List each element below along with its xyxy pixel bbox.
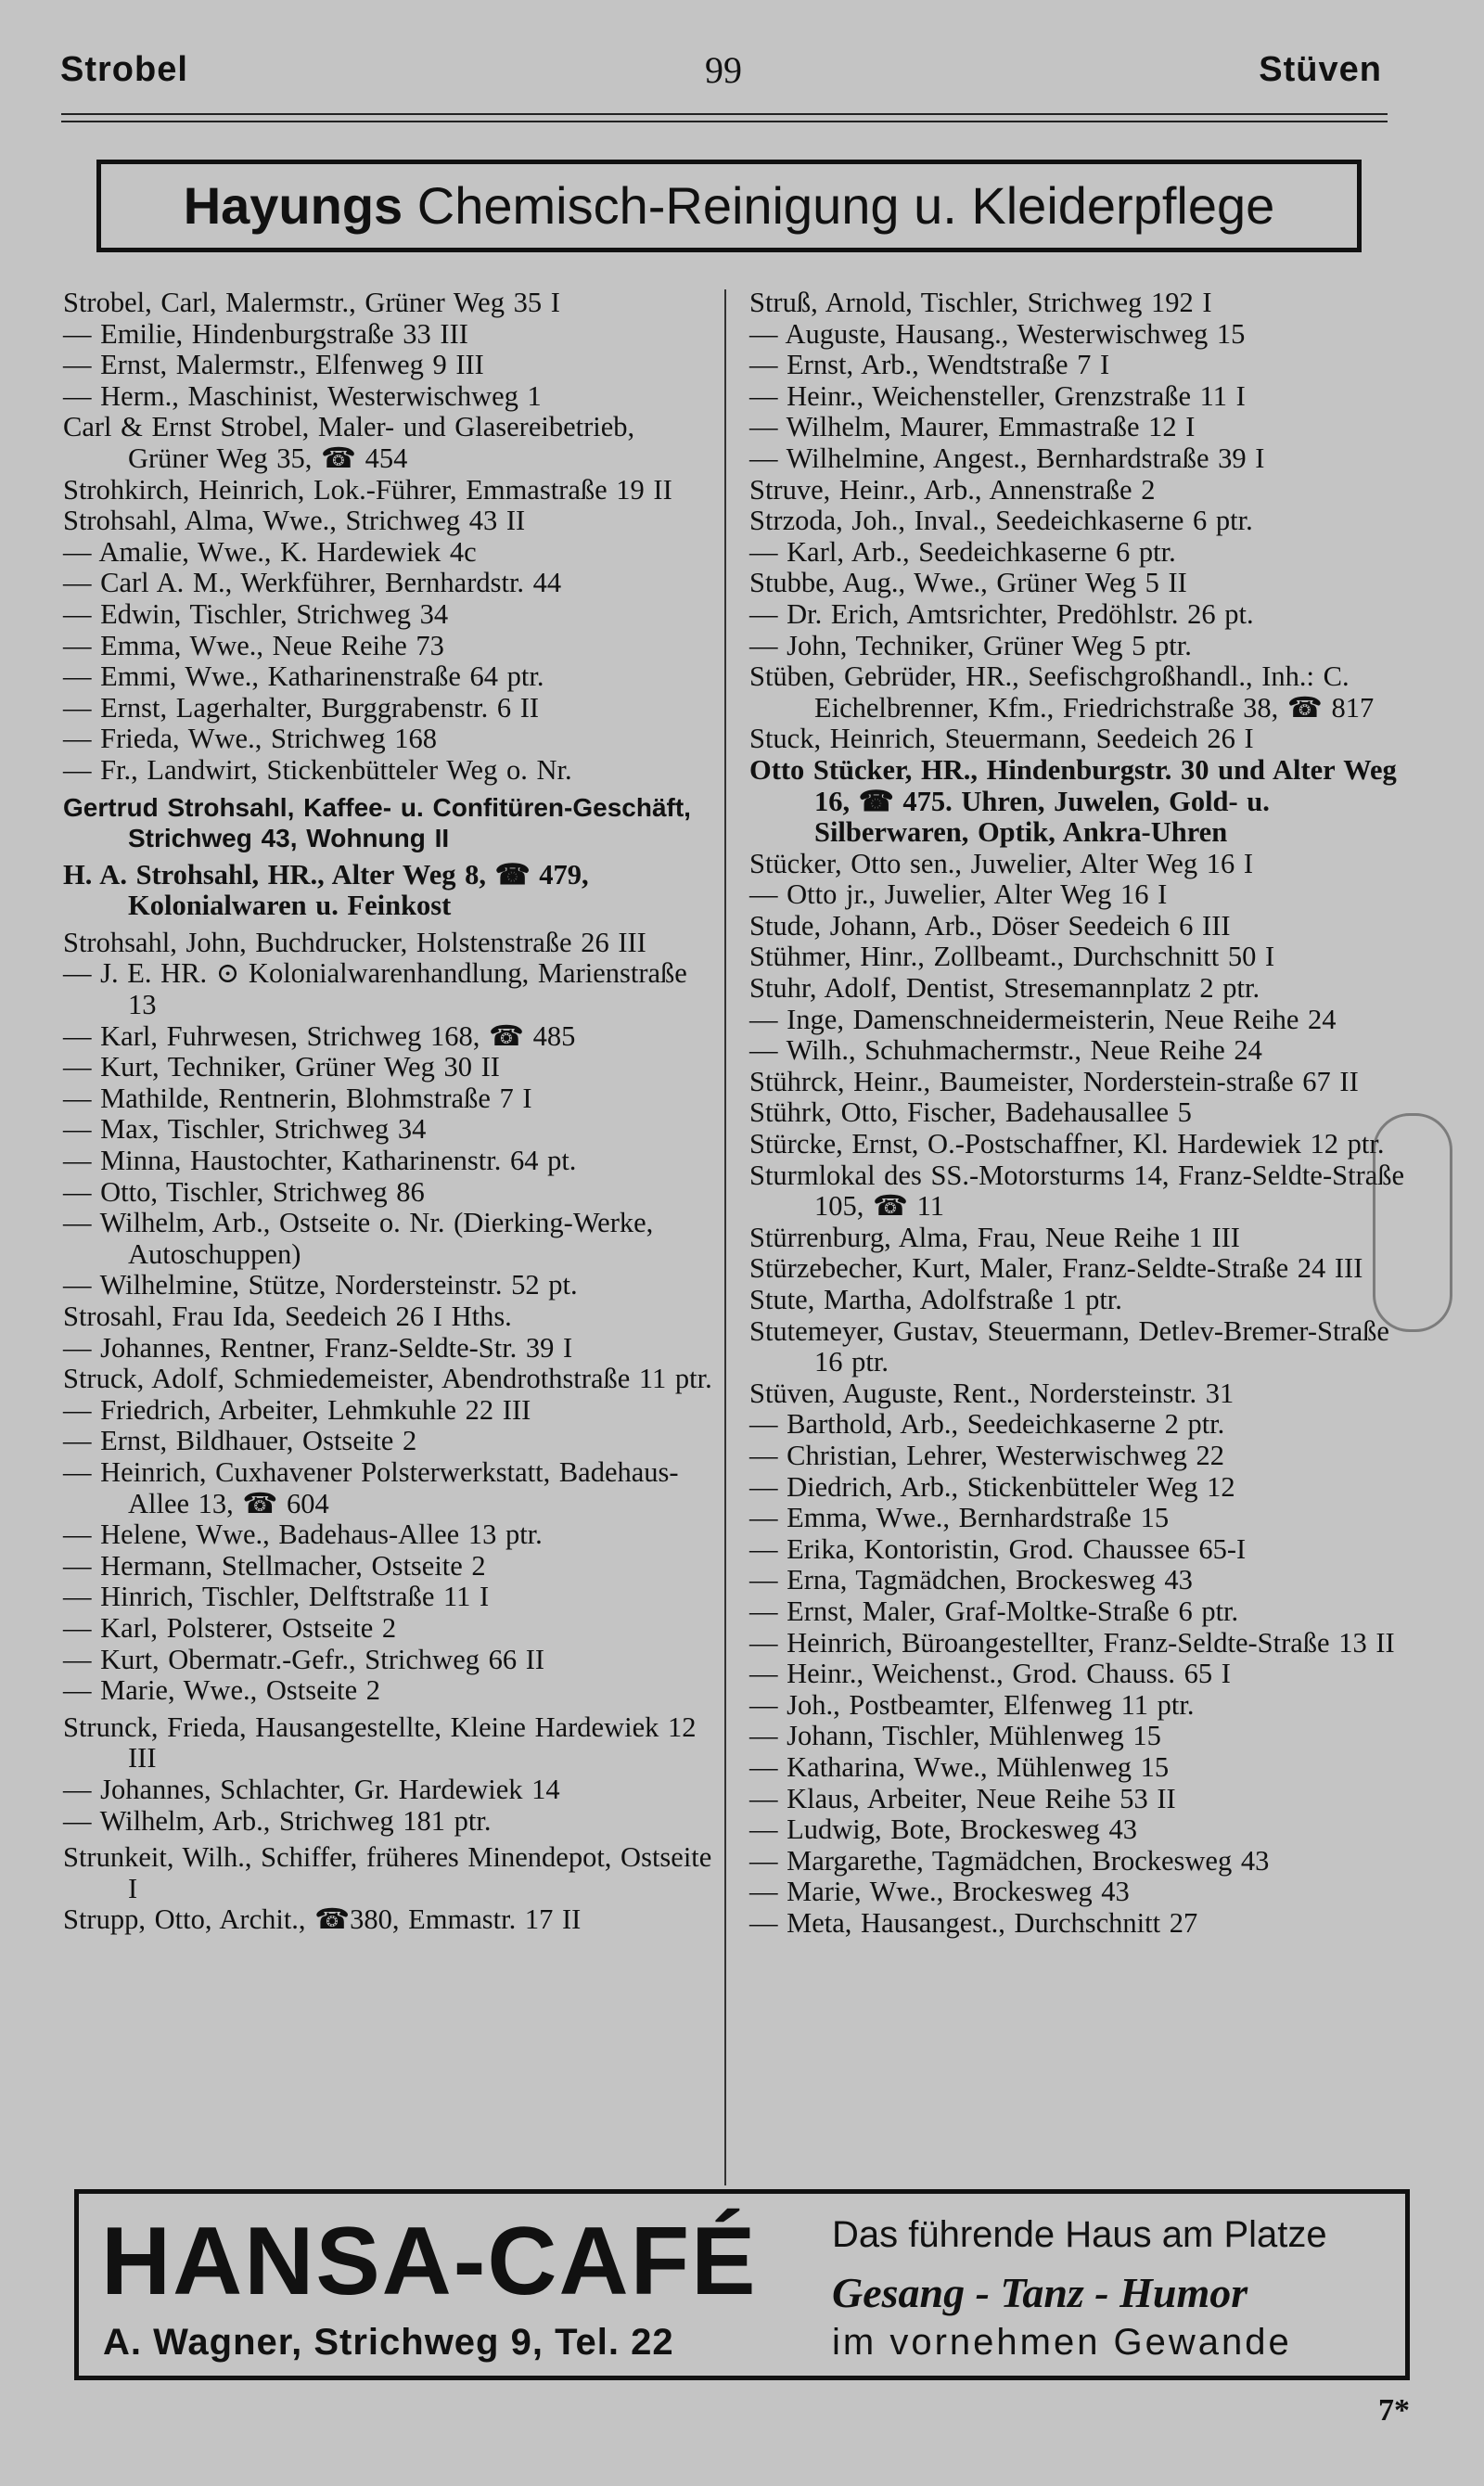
cafe-tagline: im vornehmen Gewande <box>832 2322 1292 2363</box>
list-item: Struck, Adolf, Schmiedemeister, Abendrothstraße 11 ptr. <box>63 1363 712 1395</box>
list-item: — John, Techniker, Grüner Weg 5 ptr. <box>749 629 1192 661</box>
list-item: — Minna, Haustochter, Katharinenstr. 64 pt. <box>63 1145 577 1177</box>
list-item: — Mathilde, Rentnerin, Blohmstraße 7 I <box>63 1082 532 1114</box>
list-item: — Ernst, Malermstr., Elfenweg 9 III <box>63 349 484 381</box>
list-item: Stührck, Heinr., Baumeister, Norderstein-straße 67 II <box>749 1065 1359 1097</box>
hansa-cafe-advert <box>74 2189 1410 2380</box>
list-item: — Christian, Lehrer, Westerwischweg 22 <box>749 1439 1224 1471</box>
list-item: — Diedrich, Arb., Stickenbütteler Weg 12 <box>749 1470 1235 1503</box>
list-item: — Wilhelm, Maurer, Emmastraße 12 I <box>749 411 1196 443</box>
list-item: — Kurt, Techniker, Grüner Weg 30 II <box>63 1051 500 1083</box>
list-item-advert: Gertrud Strohsahl, Kaffee- u. Confitüren-Geschäft, Strichweg 43, Wohnung II <box>63 792 691 853</box>
list-item: — Ernst, Arb., Wendtstraße 7 I <box>749 349 1110 381</box>
list-item: Strohsahl, Alma, Wwe., Strichweg 43 II <box>63 505 526 537</box>
list-item: Strupp, Otto, Archit., ☎380, Emmastr. 17 II <box>63 1903 582 1936</box>
list-item: Carl & Ernst Strobel, Maler- und Glasereibetrieb, Grüner Weg 35, ☎ 454 <box>63 411 635 474</box>
header-last-name: Stüven <box>1259 50 1382 89</box>
list-item: — Meta, Hausangest., Durchschnitt 27 <box>749 1906 1198 1939</box>
list-item: — Hermann, Stellmacher, Ostseite 2 <box>63 1549 486 1582</box>
list-item: Stute, Martha, Adolfstraße 1 ptr. <box>749 1284 1122 1315</box>
list-item: — Helene, Wwe., Badehaus-Allee 13 ptr. <box>63 1519 543 1551</box>
list-item: — Ernst, Lagerhalter, Burggrabenstr. 6 II <box>63 691 540 724</box>
list-item: — Ludwig, Bote, Brockesweg 43 <box>749 1813 1137 1846</box>
cafe-name: HANSA-CAFÉ <box>101 2208 758 2315</box>
list-item: Strohsahl, John, Buchdrucker, Holstenstraße 26 III <box>63 926 646 958</box>
list-item: — Erna, Tagmädchen, Brockesweg 43 <box>749 1564 1193 1596</box>
list-item: Stuhr, Adolf, Dentist, Stresemannplatz 2 ptr. <box>749 972 1260 1005</box>
list-item: — Amalie, Wwe., K. Hardewiek 4c <box>63 535 477 568</box>
list-item: Stürzebecher, Kurt, Maler, Franz-Seldte-Straße 24 III <box>749 1252 1363 1285</box>
right-column <box>749 288 1410 1939</box>
list-item: Stude, Johann, Arb., Döser Seedeich 6 III <box>749 909 1231 942</box>
list-item: — Heinrich, Cuxhavener Polsterwerkstatt, Badehaus-Allee 13, ☎ 604 <box>63 1455 679 1519</box>
list-item: — Wilh., Schuhmachermstr., Neue Reihe 24 <box>749 1034 1262 1067</box>
list-item: — Otto jr., Juwelier, Alter Weg 16 I <box>749 878 1168 911</box>
list-item: — Friedrich, Arbeiter, Lehmkuhle 22 III <box>63 1393 531 1426</box>
list-item: Stuck, Heinrich, Steuermann, Seedeich 26 I <box>749 723 1254 755</box>
running-header <box>56 45 1391 96</box>
list-item: — Johannes, Schlachter, Gr. Hardewiek 14 <box>63 1773 560 1805</box>
list-item: Stüven, Auguste, Rent., Nordersteinstr. 31 <box>749 1377 1235 1409</box>
list-item: Strunck, Frieda, Hausangestellte, Kleine Hardewiek 12 III <box>63 1711 697 1775</box>
cafe-slogan: Das führende Haus am Platze <box>832 2214 1327 2255</box>
list-item: Stürrenburg, Alma, Frau, Neue Reihe 1 III <box>749 1221 1240 1253</box>
list-item: Strosahl, Frau Ida, Seedeich 26 I Hths. <box>63 1301 512 1332</box>
list-item: — Edwin, Tischler, Strichweg 34 <box>63 597 449 630</box>
list-item: — Barthold, Arb., Seedeichkaserne 2 ptr. <box>749 1408 1225 1441</box>
cafe-owner-address: A. Wagner, Strichweg 9, Tel. 22 <box>103 2322 674 2363</box>
list-item: — J. E. HR. ⊙ Kolonialwarenhandlung, Marienstraße 13 <box>63 957 687 1021</box>
list-item-advert: Otto Stücker, HR., Hindenburgstr. 30 und Alter Weg 16, ☎ 475. Uhren, Juwelen, Gold- u. Silberwaren, Optik, Ankra-Uhren <box>749 753 1397 849</box>
list-item: — Karl, Polsterer, Ostseite 2 <box>63 1611 397 1644</box>
list-item: — Johann, Tischler, Mühlenweg 15 <box>749 1720 1161 1752</box>
list-item: — Inge, Damenschneidermeisterin, Neue Reihe 24 <box>749 1003 1337 1035</box>
list-item: — Katharina, Wwe., Mühlenweg 15 <box>749 1750 1170 1783</box>
left-column <box>63 288 712 1936</box>
list-item: — Otto, Tischler, Strichweg 86 <box>63 1175 425 1208</box>
list-item: — Karl, Arb., Seedeichkaserne 6 ptr. <box>749 535 1176 568</box>
list-item: — Emma, Wwe., Neue Reihe 73 <box>63 629 444 661</box>
list-item: — Marie, Wwe., Ostseite 2 <box>63 1674 381 1707</box>
list-item: — Marie, Wwe., Brockesweg 43 <box>749 1876 1130 1908</box>
list-item: — Wilhelmine, Angest., Bernhardstraße 39 I <box>749 442 1265 474</box>
list-item: Stubbe, Aug., Wwe., Grüner Weg 5 II <box>749 567 1187 599</box>
list-item: — Emmi, Wwe., Katharinenstraße 64 ptr. <box>63 660 544 693</box>
list-item: Struve, Heinr., Arb., Annenstraße 2 <box>749 473 1156 506</box>
list-item: — Frieda, Wwe., Strichweg 168 <box>63 723 438 755</box>
list-item: Stührk, Otto, Fischer, Badehausallee 5 <box>749 1096 1192 1129</box>
list-item: — Fr., Landwirt, Stickenbütteler Weg o. Nr. <box>63 753 572 786</box>
list-item-advert: H. A. Strohsahl, HR., Alter Weg 8, ☎ 479, Kolonialwaren u. Feinkost <box>63 858 589 922</box>
list-item: — Margarethe, Tagmädchen, Brockesweg 43 <box>749 1844 1270 1877</box>
list-item: — Erika, Kontoristin, Grod. Chaussee 65-I <box>749 1532 1247 1565</box>
cafe-entertainment: Gesang - Tanz - Humor <box>832 2269 1248 2316</box>
list-item: — Johannes, Rentner, Franz-Seldte-Str. 39 I <box>63 1331 573 1364</box>
list-item: Stüben, Gebrüder, HR., Seefischgroßhandl., Inh.: C. Eichelbrenner, Kfm., Friedrichstraße 38, ☎ 817 <box>749 660 1375 724</box>
list-item: Strobel, Carl, Malermstr., Grüner Weg 35 I <box>63 287 560 318</box>
list-item: — Karl, Fuhrwesen, Strichweg 168, ☎ 485 <box>63 1019 576 1052</box>
list-item: — Emilie, Hindenburgstraße 33 III <box>63 317 468 350</box>
list-item: — Ernst, Maler, Graf-Moltke-Straße 6 ptr. <box>749 1595 1239 1627</box>
list-item: Sturmlokal des SS.-Motorsturms 14, Franz-Seldte-Straße 105, ☎ 11 <box>749 1159 1405 1223</box>
list-item: — Wilhelm, Arb., Strichweg 181 ptr. <box>63 1804 492 1837</box>
list-item: — Ernst, Bildhauer, Ostseite 2 <box>63 1425 417 1457</box>
header-rule-second <box>61 121 1388 122</box>
list-item: Stutemeyer, Gustav, Steuermann, Detlev-Bremer-Straße 16 ptr. <box>749 1314 1389 1378</box>
signature-mark: 7* <box>1378 2393 1410 2428</box>
list-item: Stücker, Otto sen., Juwelier, Alter Weg 16 I <box>749 847 1254 879</box>
list-item: — Joh., Postbeamter, Elfenweg 11 ptr. <box>749 1688 1195 1721</box>
list-item: — Carl A. M., Werkführer, Bernhardstr. 44 <box>63 567 562 599</box>
header-first-name: Strobel <box>60 50 188 89</box>
list-item: — Heinr., Weichensteller, Grenzstraße 11 I <box>749 379 1246 412</box>
column-divider <box>724 289 726 2185</box>
library-stamp <box>1373 1113 1452 1332</box>
header-rule <box>61 113 1388 115</box>
list-item: Strohkirch, Heinrich, Lok.-Führer, Emmastraße 19 II <box>63 473 672 506</box>
page-number: 99 <box>705 49 742 91</box>
list-item: Strunkeit, Wilh., Schiffer, früheres Minendepot, Ostseite I <box>63 1841 712 1904</box>
list-item: — Emma, Wwe., Bernhardstraße 15 <box>749 1502 1170 1534</box>
advert-text: Chemisch-Reinigung u. Kleiderpflege <box>416 176 1275 235</box>
list-item: — Herm., Maschinist, Westerwischweg 1 <box>63 379 542 412</box>
advert-brand: Hayungs <box>183 176 403 235</box>
list-item: — Hinrich, Tischler, Delftstraße 11 I <box>63 1581 490 1613</box>
list-item: — Wilhelm, Arb., Ostseite o. Nr. (Dierking-Werke, Autoschuppen) <box>63 1207 654 1270</box>
list-item: — Wilhelmine, Stütze, Nordersteinstr. 52 pt. <box>63 1269 578 1301</box>
list-item: Stürcke, Ernst, O.-Postschaffner, Kl. Hardewiek 12 ptr. <box>749 1128 1385 1160</box>
list-item: Stühmer, Hinr., Zollbeamt., Durchschnitt 50 I <box>749 941 1275 973</box>
list-item: — Dr. Erich, Amtsrichter, Predöhlstr. 26 pt. <box>749 597 1254 630</box>
list-item: — Heinr., Weichenst., Grod. Chauss. 65 I <box>749 1658 1231 1690</box>
list-item: — Heinrich, Büroangestellter, Franz-Seldte-Straße 13 II <box>749 1626 1395 1659</box>
list-item: Strzoda, Joh., Inval., Seedeichkaserne 6 ptr. <box>749 505 1253 537</box>
list-item: — Max, Tischler, Strichweg 34 <box>63 1113 427 1146</box>
list-item: — Auguste, Hausang., Westerwischweg 15 <box>749 317 1246 350</box>
hayungs-advert <box>96 160 1362 252</box>
list-item: — Kurt, Obermatr.-Gefr., Strichweg 66 II <box>63 1643 545 1675</box>
list-item: Struß, Arnold, Tischler, Strichweg 192 I <box>749 287 1212 318</box>
list-item: — Klaus, Arbeiter, Neue Reihe 53 II <box>749 1782 1176 1814</box>
